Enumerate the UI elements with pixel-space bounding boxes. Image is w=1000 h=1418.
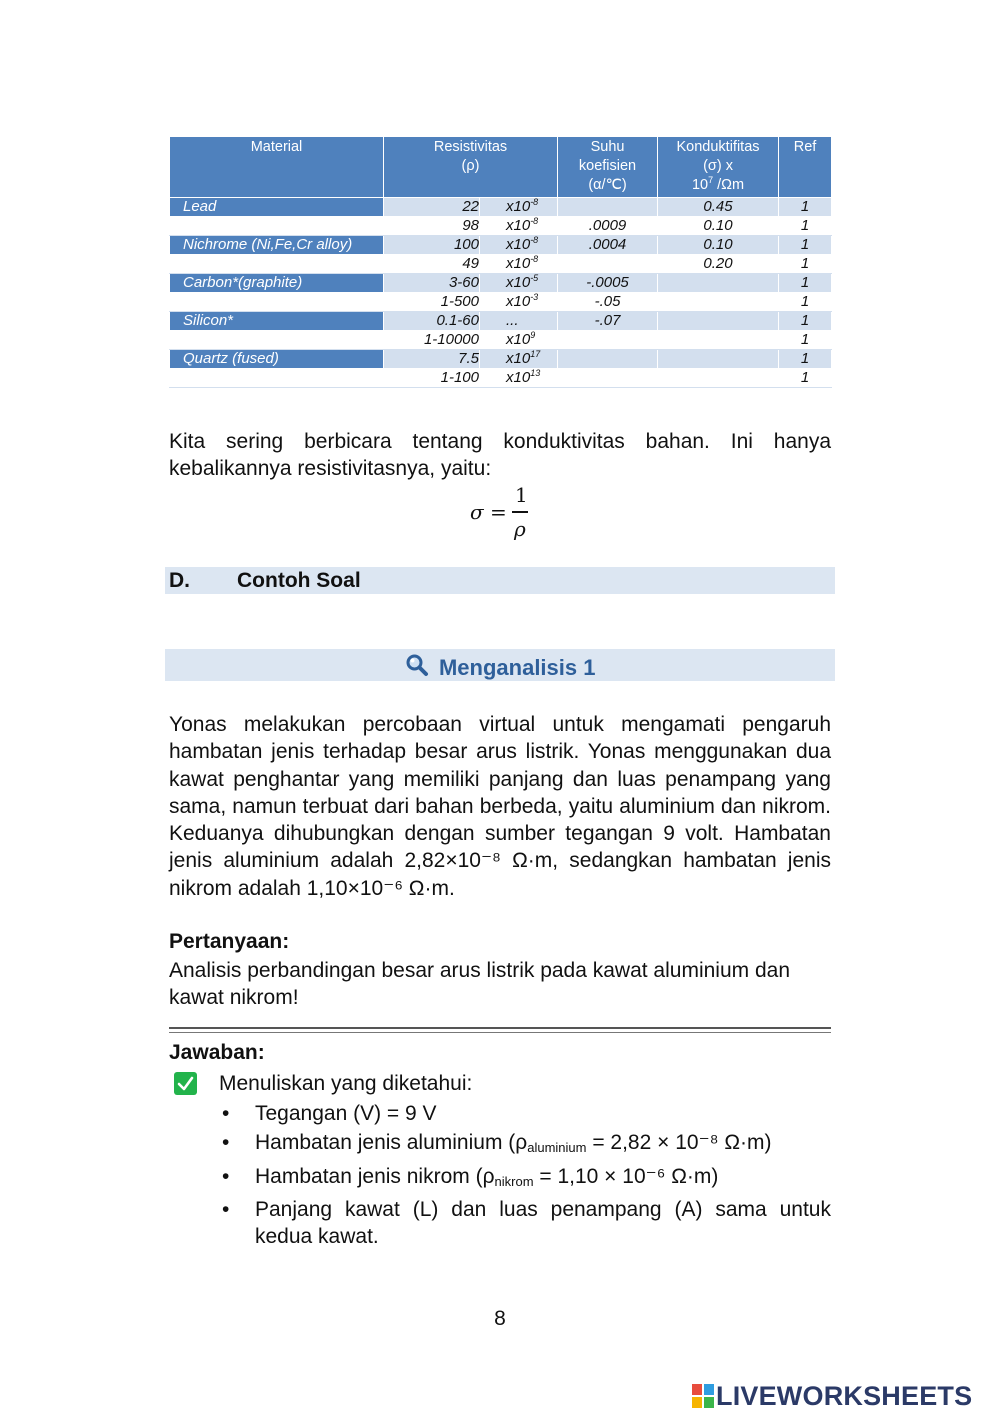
activity-title: Menganalisis 1 <box>438 654 596 680</box>
cell-exponent: ... <box>480 312 558 331</box>
cell-ref: 1 <box>779 293 832 312</box>
cell-material: Silicon* <box>170 312 384 331</box>
cell-conductivity <box>658 331 779 350</box>
cell-exponent: $x10^{17}$ <box>480 350 558 369</box>
magnifier-icon <box>405 653 429 682</box>
question-label: Pertanyaan: <box>169 930 290 953</box>
cell-material: Glass <box>170 331 384 350</box>
cell-resistivity: 3-60 <box>384 274 480 293</box>
bullet-dot: • <box>222 1165 230 1188</box>
cell-temp-coefficient: -.0005 <box>558 274 658 293</box>
cell-conductivity <box>658 293 779 312</box>
cell-temp-coefficient <box>558 198 658 217</box>
cell-temp-coefficient: .0009 <box>558 217 658 236</box>
cell-exponent: $x10^{-8}$ <box>480 198 558 217</box>
step-label: Menuliskan yang diketahui: <box>219 1072 473 1095</box>
cell-exponent: $x10^9$ <box>480 331 558 350</box>
cell-ref: 1 <box>779 236 832 255</box>
list-item: • Hambatan jenis nikrom (ρnikrom = 1,10 × 10⁻⁶ Ω·m) <box>219 1162 831 1196</box>
cell-exponent: $x10^{-8}$ <box>480 217 558 236</box>
answer-label: Jawaban: <box>169 1041 265 1064</box>
table-row <box>170 274 832 293</box>
resistivity-table <box>169 136 832 388</box>
table-row <box>170 331 832 350</box>
divider-thick <box>169 1027 831 1029</box>
table-row <box>170 369 832 388</box>
cell-temp-coefficient <box>558 255 658 274</box>
page-number: 8 <box>494 1307 506 1330</box>
cell-ref: 1 <box>779 312 832 331</box>
cell-conductivity: 0.10 <box>658 236 779 255</box>
formula-numerator: 1 <box>515 483 528 507</box>
list-item: • Panjang kawat (L) dan luas penampang (A) sama untuk kedua kawat. <box>222 1198 831 1248</box>
cell-conductivity <box>658 312 779 331</box>
header-material: Material <box>170 137 384 198</box>
header-konduktifitas: Konduktifitas (σ) x $10^7$ /Ωm <box>658 137 779 198</box>
cell-conductivity: 0.20 <box>658 255 779 274</box>
cell-exponent: $x10^{-8}$ <box>480 236 558 255</box>
cell-ref: 1 <box>779 217 832 236</box>
liveworksheets-watermark <box>692 1381 992 1411</box>
cell-exponent: $x10^{-8}$ <box>480 255 558 274</box>
section-heading <box>165 567 835 594</box>
cell-ref: 1 <box>779 331 832 350</box>
cell-ref: 1 <box>779 350 832 369</box>
cell-resistivity: 1-10000 <box>384 331 480 350</box>
cell-material: Hard rubber <box>170 369 384 388</box>
cell-resistivity: 49 <box>384 255 480 274</box>
cell-temp-coefficient <box>558 331 658 350</box>
cell-resistivity: 7.5 <box>384 350 480 369</box>
table-header-row <box>170 137 832 198</box>
intro-paragraph: Kita sering berbicara tentang konduktivitas bahan. Ini hanya kebalikannya resistivitasnya, yaitu: <box>169 430 831 481</box>
cell-material: Constantan <box>170 255 384 274</box>
table-row <box>170 255 832 274</box>
cell-conductivity <box>658 350 779 369</box>
cell-ref: 1 <box>779 274 832 293</box>
cell-temp-coefficient: -.07 <box>558 312 658 331</box>
cell-temp-coefficient <box>558 369 658 388</box>
problem-paragraph: Yonas melakukan percobaan virtual untuk mengamati pengaruh hambatan jenis terhadap besar arus listrik. Yonas menggunakan dua kawat penghantar yang memiliki panjang dan luas penampang yang sama, namun terbuat dari bahan berbeda, yaitu aluminium dan nikrom. Keduanya dihubungkan dengan sumber tegangan 9 volt. Hambatan jenis aluminium adalah 2,82×10⁻⁸ Ω·m, sedangkan hambatan jenis nikrom adalah 1,10×10⁻⁶ Ω·m. <box>169 713 831 900</box>
cell-exponent: $x10^{-3}$ <box>480 293 558 312</box>
table-row <box>170 198 832 217</box>
section-title: Contoh Soal <box>237 569 361 592</box>
cell-resistivity: 0.1-60 <box>384 312 480 331</box>
fraction-bar <box>512 511 528 513</box>
cell-resistivity: 1-500 <box>384 293 480 312</box>
activity-heading <box>165 649 835 681</box>
cell-exponent: $x10^{-5}$ <box>480 274 558 293</box>
cell-ref: 1 <box>779 198 832 217</box>
bullet-dot: • <box>222 1102 230 1125</box>
formula-lhs: σ = <box>470 500 507 524</box>
cell-temp-coefficient: -.05 <box>558 293 658 312</box>
cell-temp-coefficient: .0004 <box>558 236 658 255</box>
table-row <box>170 312 832 331</box>
cell-resistivity: 100 <box>384 236 480 255</box>
checkbox-checked-icon <box>174 1072 197 1095</box>
table-row <box>170 217 832 236</box>
question-text: Analisis perbandingan besar arus listrik pada kawat aluminium dan kawat nikrom! <box>169 959 791 1010</box>
cell-resistivity: 1-100 <box>384 369 480 388</box>
cell-ref: 1 <box>779 369 832 388</box>
cell-material: Quartz (fused) <box>170 350 384 369</box>
cell-material: Nichrome (Ni,Fe,Cr alloy) <box>170 236 384 255</box>
table-row <box>170 350 832 369</box>
conductivity-formula <box>470 482 550 542</box>
header-ref: Ref <box>779 137 832 198</box>
header-resistivitas: Resistivitas (ρ) <box>384 137 558 198</box>
watermark-text: LIVEWORKSHEETS <box>716 1381 973 1411</box>
cell-exponent: $x10^{13}$ <box>480 369 558 388</box>
divider-thin <box>169 1032 831 1033</box>
liveworksheets-logo-icon <box>692 1384 714 1408</box>
cell-material: Mercury <box>170 217 384 236</box>
cell-resistivity: 22 <box>384 198 480 217</box>
table-row <box>170 236 832 255</box>
cell-resistivity: 98 <box>384 217 480 236</box>
cell-conductivity <box>658 274 779 293</box>
list-item: • Tegangan (V) = 9 V <box>219 1099 831 1128</box>
formula-denominator: ρ <box>514 517 526 541</box>
cell-material: Carbon*(graphite) <box>170 274 384 293</box>
cell-conductivity <box>658 369 779 388</box>
cell-conductivity: 0.10 <box>658 217 779 236</box>
bullet-dot: • <box>222 1131 230 1154</box>
cell-material: Germanium* <box>170 293 384 312</box>
bullet-dot: • <box>222 1198 230 1221</box>
table-row <box>170 293 832 312</box>
cell-conductivity: 0.45 <box>658 198 779 217</box>
known-values-list <box>219 1099 831 1250</box>
cell-material: Lead <box>170 198 384 217</box>
header-suhu-koefisien: Suhu koefisien (α/℃) <box>558 137 658 198</box>
section-letter: D. <box>169 569 190 592</box>
list-item: • Hambatan jenis aluminium (ρaluminium = 2,82 × 10⁻⁸ Ω·m) <box>219 1128 831 1162</box>
cell-temp-coefficient <box>558 350 658 369</box>
cell-ref: 1 <box>779 255 832 274</box>
